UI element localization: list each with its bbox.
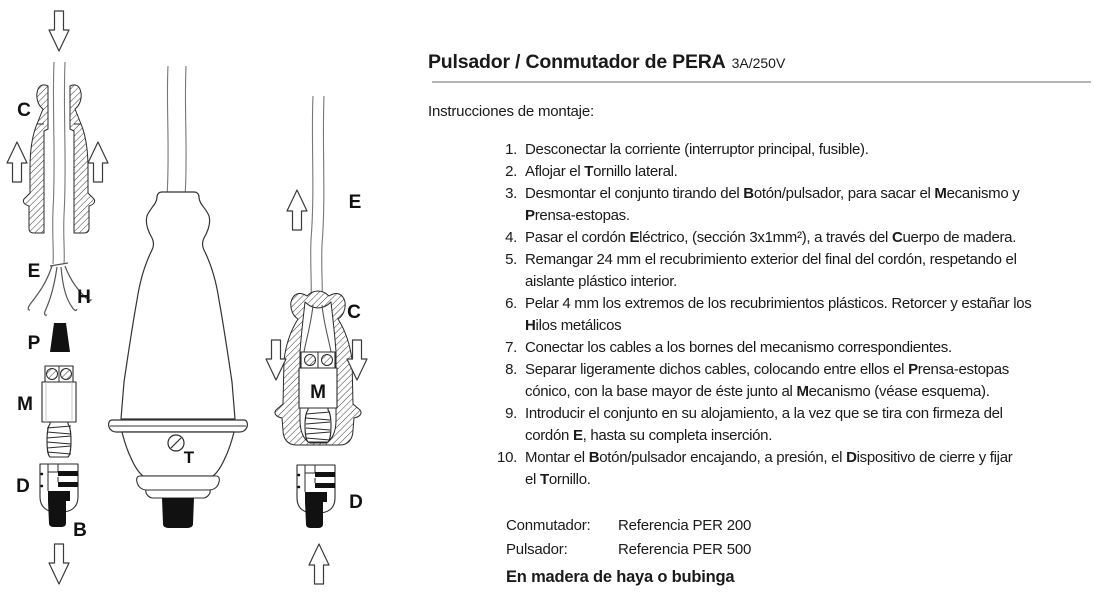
- instruction-number: 2.: [505, 163, 517, 180]
- right-section-view: [266, 96, 367, 584]
- wood-note: En madera de haya o bubinga: [506, 568, 735, 586]
- instruction-number: 1.: [505, 141, 517, 158]
- label-mecanismo: M: [310, 382, 326, 403]
- instruction-item: [428, 161, 1094, 183]
- cord-line: [322, 96, 324, 302]
- instruction-item: [428, 359, 1094, 403]
- exploded-diagram: [0, 0, 420, 600]
- cord-line: [311, 96, 313, 302]
- instruction-text: Desmontar el conjunto tirando del Botón/pulsador, para sacar el Mecanismo y Prensa-estopas.: [525, 185, 1020, 224]
- closure-device: [297, 465, 335, 528]
- reference-label: Conmutador:: [506, 517, 591, 534]
- label-prensa: P: [27, 333, 41, 354]
- title-main: Pulsador / Conmutador de PERA: [428, 51, 726, 73]
- instruction-item: [428, 447, 1094, 491]
- instruction-text: Montar el Botón/pulsador encajando, a presión, el Dispositivo de cierre y fijar el Tornillo.: [525, 449, 1013, 488]
- arrow-up-icon: [7, 142, 27, 182]
- instruction-text: Pelar 4 mm los extremos de los recubrimientos plásticos. Retorcer y estañar los Hilos metálicos: [525, 295, 1032, 334]
- label-cuerpo: C: [17, 100, 31, 121]
- instruction-number: 9.: [505, 405, 517, 422]
- left-exploded-view: [7, 11, 108, 584]
- instruction-number: 8.: [505, 361, 517, 378]
- instruction-text: Separar ligeramente dichos cables, colocando entre ellos el Prensa-estopas cónico, con la base mayor de éste junto al Mecanismo (véase esquema).: [525, 361, 1009, 400]
- page-title: [428, 51, 1094, 74]
- instruction-item: [428, 183, 1094, 227]
- instruction-text: Aflojar el Tornillo lateral.: [525, 163, 678, 180]
- instruction-number: 10.: [497, 449, 517, 466]
- arrow-up-icon: [287, 190, 307, 230]
- instruction-item: [428, 293, 1094, 337]
- label-dispositivo: D: [349, 492, 363, 513]
- instruction-number: 3.: [505, 185, 517, 202]
- instruction-number: 5.: [505, 251, 517, 268]
- pear-button: [162, 498, 194, 528]
- arrow-down-icon: [49, 11, 69, 51]
- instruction-text: Pasar el cordón Eléctrico, (sección 3x1mm²), a través del Cuerpo de madera.: [525, 229, 1017, 246]
- instruction-text: Introducir el conjunto en su alojamiento, a la vez que se tira con firmeza del cordón E, hasta su completa inserción.: [525, 405, 1003, 444]
- instruction-item: [428, 227, 1094, 249]
- arrow-down-icon: [266, 340, 286, 380]
- arrow-up-icon: [88, 142, 108, 182]
- center-assembled-view: [109, 66, 248, 528]
- arrow-down-icon: [49, 544, 69, 584]
- arrow-up-icon: [309, 544, 329, 584]
- title-divider: [432, 81, 1091, 83]
- cord-line: [53, 62, 54, 264]
- instruction-text: Remangar 24 mm el recubrimiento exterior del final del cordón, respetando el aislante plástico interior.: [525, 251, 1017, 290]
- instructions-list: [428, 139, 1094, 491]
- closure-device: [40, 464, 78, 527]
- intro-line: Instrucciones de montaje:: [428, 103, 594, 120]
- reference-value: Referencia PER 200: [618, 517, 752, 534]
- label-hilos: H: [77, 287, 91, 308]
- instruction-item: [428, 337, 1094, 359]
- label-cordon: E: [348, 192, 362, 213]
- label-dispositivo: D: [16, 476, 30, 497]
- cap-body-section: [23, 85, 94, 233]
- label-cordon: E: [27, 261, 41, 282]
- mechanism-part: [42, 366, 76, 457]
- instruction-text: Conectar los cables a los bornes del mecanismo correspondientes.: [525, 339, 952, 356]
- instructions-column: [428, 0, 1094, 587]
- reference-row: [428, 514, 1094, 538]
- references: [428, 514, 1094, 562]
- label-cuerpo: C: [347, 302, 361, 323]
- instruction-number: 7.: [505, 339, 517, 356]
- instruction-text: Desconectar la corriente (interruptor principal, fusible).: [525, 141, 869, 158]
- reference-value: Referencia PER 500: [618, 541, 752, 558]
- label-mecanismo: M: [17, 394, 33, 415]
- instruction-item: [428, 403, 1094, 447]
- pear-body: [109, 192, 248, 528]
- instruction-item: [428, 249, 1094, 293]
- reference-row: [428, 538, 1094, 562]
- reference-label: Pulsador:: [506, 541, 568, 558]
- instruction-number: 6.: [505, 295, 517, 312]
- label-tornillo: T: [183, 448, 195, 467]
- label-boton: B: [73, 520, 87, 541]
- gland-cone: [50, 323, 70, 352]
- cord-line: [185, 66, 186, 196]
- cord-line: [64, 62, 65, 264]
- instruction-item: [428, 139, 1094, 161]
- title-rating: 3A/250V: [731, 55, 786, 71]
- instruction-number: 4.: [505, 229, 517, 246]
- cord-line: [167, 66, 168, 196]
